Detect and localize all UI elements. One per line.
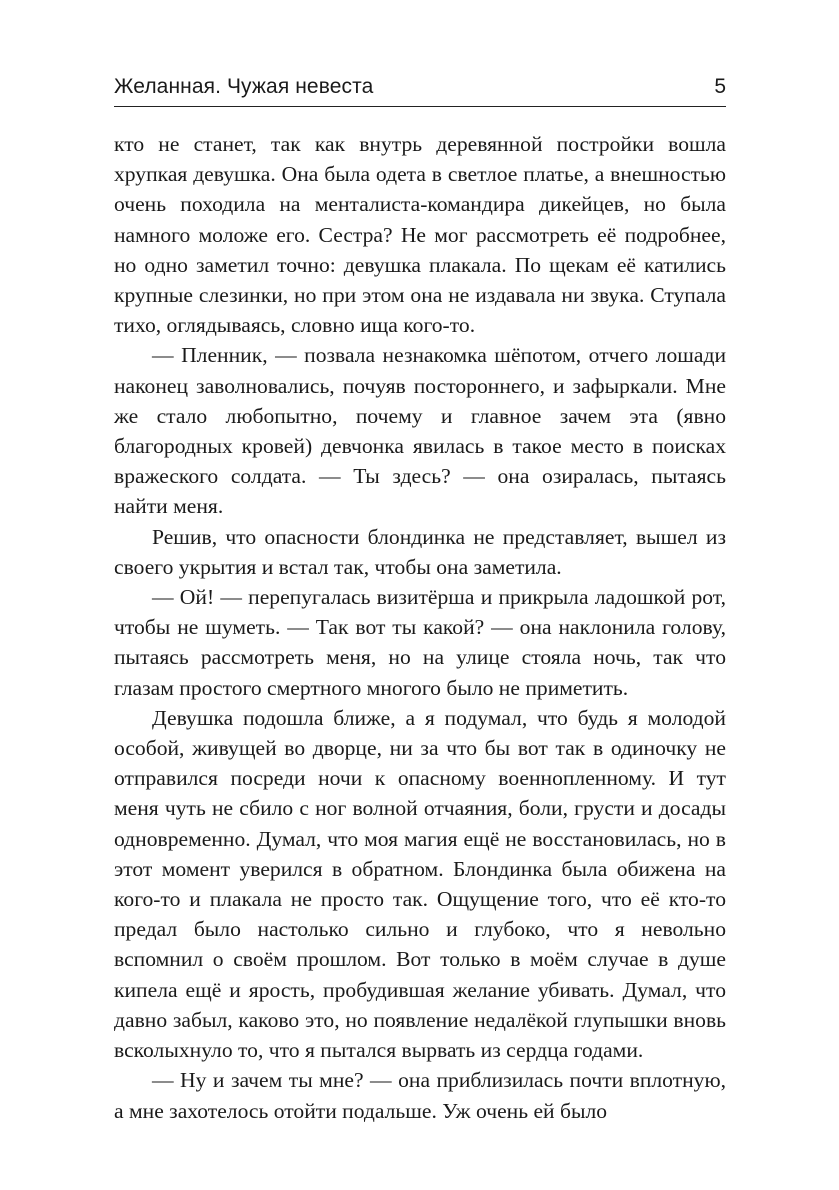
paragraph: кто не станет, так как внутрь деревянной постройки вошла хрупкая девушка. Она была одета в светлое платье, а внешностью очень походила на менталиста-командира дикейцев, но была намного моложе его. Сестра? Не мог рассмотреть её подробнее, но одно заметил точно: девушка плакала. По щекам её катились крупные слезинки, но при этом она не издавала ни звука. Ступала тихо, оглядываясь, словно ища кого-то. (114, 132, 726, 338)
book-page (114, 74, 726, 1126)
running-header (114, 74, 726, 107)
book-title: Желанная. Чужая невеста (114, 75, 374, 98)
body-text (114, 129, 726, 1126)
paragraph: — Пленник, — позвала незнакомка шёпотом, отчего лошади наконец заволновались, почуяв постороннего, и зафыркали. Мне же стало любопытно, почему и главное зачем эта (явно благородных кровей) девчонка явилась в такое место в поисках вражеского солдата. — Ты здесь? — она озиралась, пытаясь найти меня. (114, 343, 726, 519)
paragraph: — Ой! — перепугалась визитёрша и прикрыла ладошкой рот, чтобы не шуметь. — Так вот ты какой? — она наклонила голову, пытаясь рассмотреть меня, но на улице стояла ночь, так что глазам простого смертного многого было не приметить. (114, 585, 726, 700)
paragraph: — Ну и зачем ты мне? — она приблизилась почти вплотную, а мне захотелось отойти подальше. Уж очень ей было (114, 1068, 726, 1123)
paragraph: Решив, что опасности блондинка не представляет, вышел из своего укрытия и встал так, чтобы она заметила. (114, 524, 726, 579)
page-number: 5 (714, 75, 726, 98)
paragraph: Девушка подошла ближе, а я подумал, что будь я молодой особой, живущей во дворце, ни за что бы вот так в одиночку не отправился посреди ночи к опасному военнопленному. И тут меня чуть не сбило с ног волной отчаяния, боли, грусти и досады одновременно. Думал, что моя магия ещё не восстановилась, но в этот момент уверился в обратном. Блондинка была обижена на кого-то и плакала не просто так. Ощущение того, что её кто-то предал было настолько сильно и глубоко, что я невольно вспомнил о своём прошлом. Вот только в моём случае в душе кипела ещё и ярость, пробудившая желание убивать. Думал, что давно забыл, каково это, но появление недалёкой глупышки вновь всколыхнуло то, что я пытался вырвать из сердца годами. (114, 705, 726, 1063)
